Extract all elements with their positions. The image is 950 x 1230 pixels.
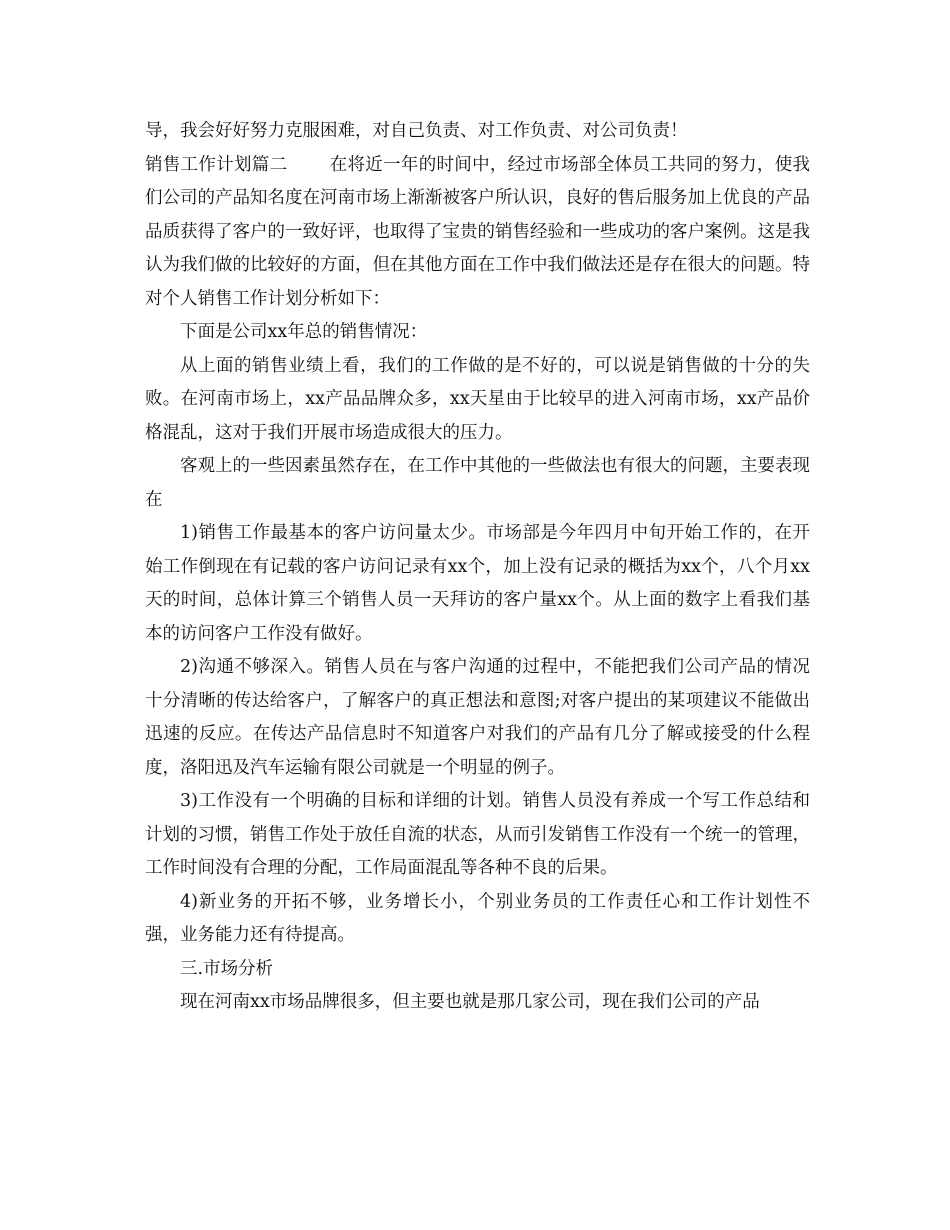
paragraph-text: 3)工作没有一个明确的目标和详细的计划。销售人员没有养成一个写工作总结和计划的习惯，销售工作处于放任自流的状态，从而引发销售工作没有一个统一的管理，工作时间没有合理的分配，工作局面混乱等各种不良的后果。 [145,791,810,878]
paragraph-plan-intro [145,149,810,317]
paragraph-problem-2 [145,651,810,785]
paragraph-market-analysis [145,986,810,1020]
paragraph-text: 1)销售工作最基本的客户访问量太少。市场部是今年四月中旬开始工作的，在开始工作倒现在有记载的客户访问记录有xx个，加上没有记录的概括为xx个，八个月xx天的时间，总体计算三个销售人员一天拜访的客户量xx个。从上面的数字上看我们基本的访问客户工作没有做好。 [145,523,810,644]
paragraph-problems-intro [145,450,810,517]
paragraph-sales-result [145,350,810,451]
paragraph-text: 在将近一年的时间中，经过市场部全体员工共同的努力，使我们公司的产品知名度在河南市场上渐渐被客户所认识，良好的售后服务加上优良的产品品质获得了客户的一致好评，也取得了宝贵的销售经验和一些成功的客户案例。这是我认为我们做的比较好的方面，但在其他方面在工作中我们做法还是存在很大的问题。特对个人销售工作计划分析如下： [145,154,811,309]
paragraph-problem-3 [145,785,810,886]
paragraph-text: 现在河南xx市场品牌很多，但主要也就是那几家公司，现在我们公司的产品 [180,992,760,1012]
paragraph-text: 客观上的一些因素虽然存在，在工作中其他的一些做法也有很大的问题，主要表现在 [145,456,810,510]
paragraph-text: 2)沟通不够深入。销售人员在与客户沟通的过程中，不能把我们公司产品的情况十分清晰的传达给客户，了解客户的真正想法和意图;对客户提出的某项建议不能做出迅速的反应。在传达产品信息时不知道客户对我们的产品有几分了解或接受的什么程度，洛阳迅及汽车运输有限公司就是一个明显的例子。 [145,657,810,778]
section-title-market-analysis [145,953,810,987]
document-body [145,115,810,1020]
paragraph-text: 导，我会好好努力克服困难，对自己负责、对工作负责、对公司负责！ [145,121,688,141]
paragraph-text: 从上面的销售业绩上看，我们的工作做的是不好的，可以说是销售做的十分的失败。在河南市场上，xx产品品牌众多，xx天星由于比较早的进入河南市场，xx产品价格混乱，这对于我们开展市场造成很大的压力。 [145,355,810,443]
paragraph-sales-summary [145,316,810,350]
paragraph-closing [145,115,810,149]
paragraph-text: 4)新业务的开拓不够，业务增长小，个别业务员的工作责任心和工作计划性不强，业务能力还有待提高。 [145,891,810,945]
paragraph-problem-4 [145,886,810,953]
paragraph-text: 三.市场分析 [180,958,274,979]
paragraph-problem-1 [145,517,810,651]
paragraph-text: 下面是公司xx年总的销售情况： [180,322,428,342]
section-heading: 销售工作计划篇二 [145,154,288,175]
